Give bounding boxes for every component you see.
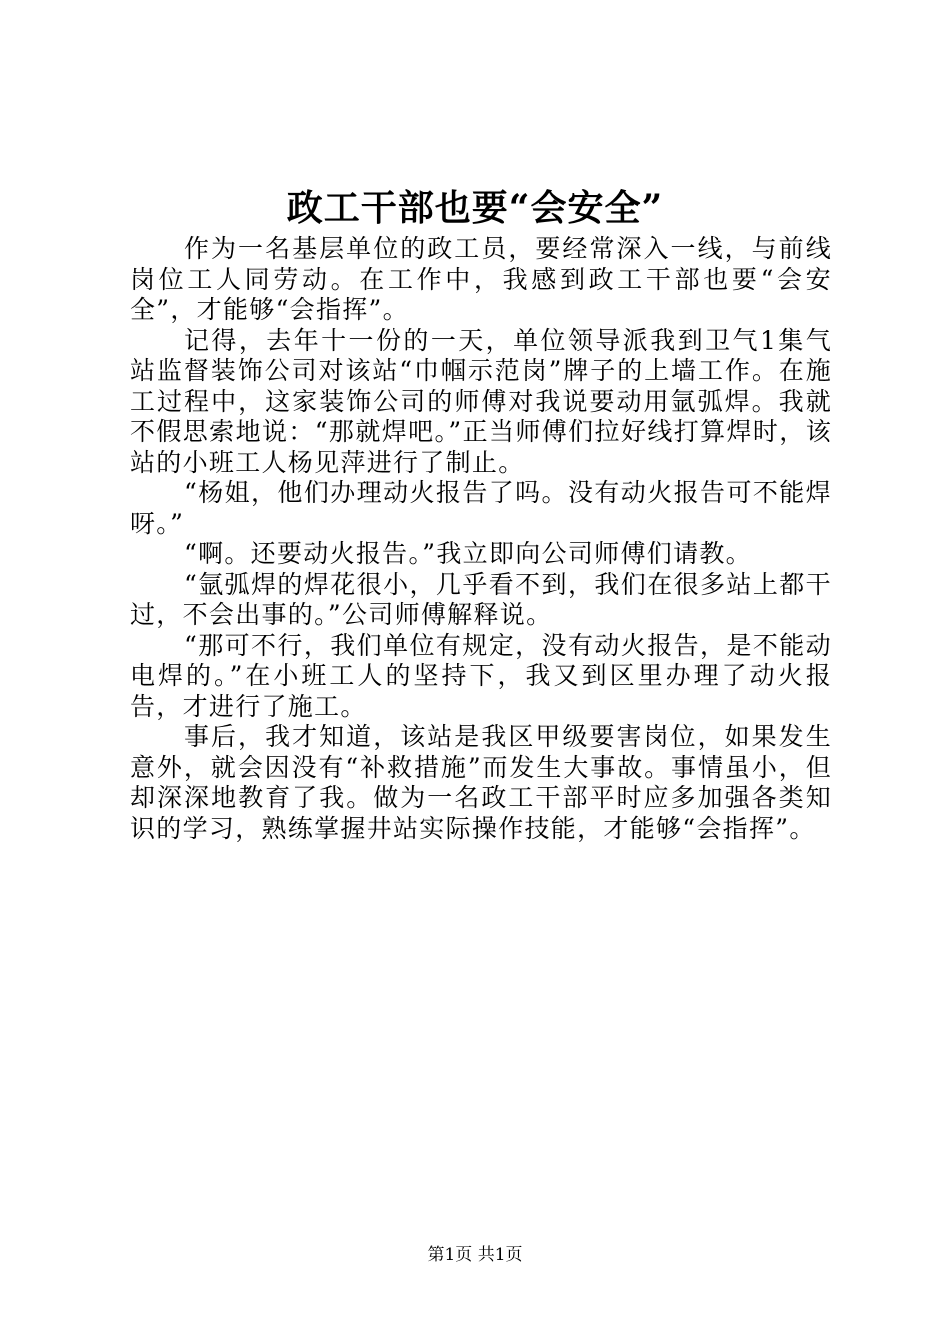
paragraph-5: “氩弧焊的焊花很小，几乎看不到，我们在很多站上都干过，不会出事的。”公司师傅解释说。 xyxy=(130,569,832,629)
document-body xyxy=(130,234,832,844)
paragraph-3: “杨姐，他们办理动火报告了吗。没有动火报告可不能焊呀。” xyxy=(130,478,832,538)
paragraph-1: 作为一名基层单位的政工员，要经常深入一线，与前线岗位工人同劳动。在工作中，我感到政工干部也要“会安全”，才能够“会指挥”。 xyxy=(130,234,832,324)
paragraph-2: 记得，去年十一份的一天，单位领导派我到卫气1集气站监督装饰公司对该站“巾帼示范岗”牌子的上墙工作。在施工过程中，这家装饰公司的师傅对我说要动用氩弧焊。我就不假思索地说：“那就焊吧。”正当师傅们拉好线打算焊时，该站的小班工人杨见萍进行了制止。 xyxy=(130,325,832,477)
document-title: 政工干部也要“会安全” xyxy=(286,187,664,229)
paragraph-6: “那可不行，我们单位有规定，没有动火报告，是不能动电焊的。”在小班工人的坚持下，我又到区里办理了动火报告，才进行了施工。 xyxy=(130,630,832,721)
paragraph-4: “啊。还要动火报告。”我立即向公司师傅们请教。 xyxy=(184,539,752,568)
page-footer: 第1页 共1页 xyxy=(427,1245,523,1265)
paragraph-7: 事后，我才知道，该站是我区甲级要害岗位，如果发生意外，就会因没有“补救措施”而发生大事故。事情虽小，但却深深地教育了我。做为一名政工干部平时应多加强各类知识的学习，熟练掌握井站实际操作技能，才能够“会指挥”。 xyxy=(130,722,832,843)
